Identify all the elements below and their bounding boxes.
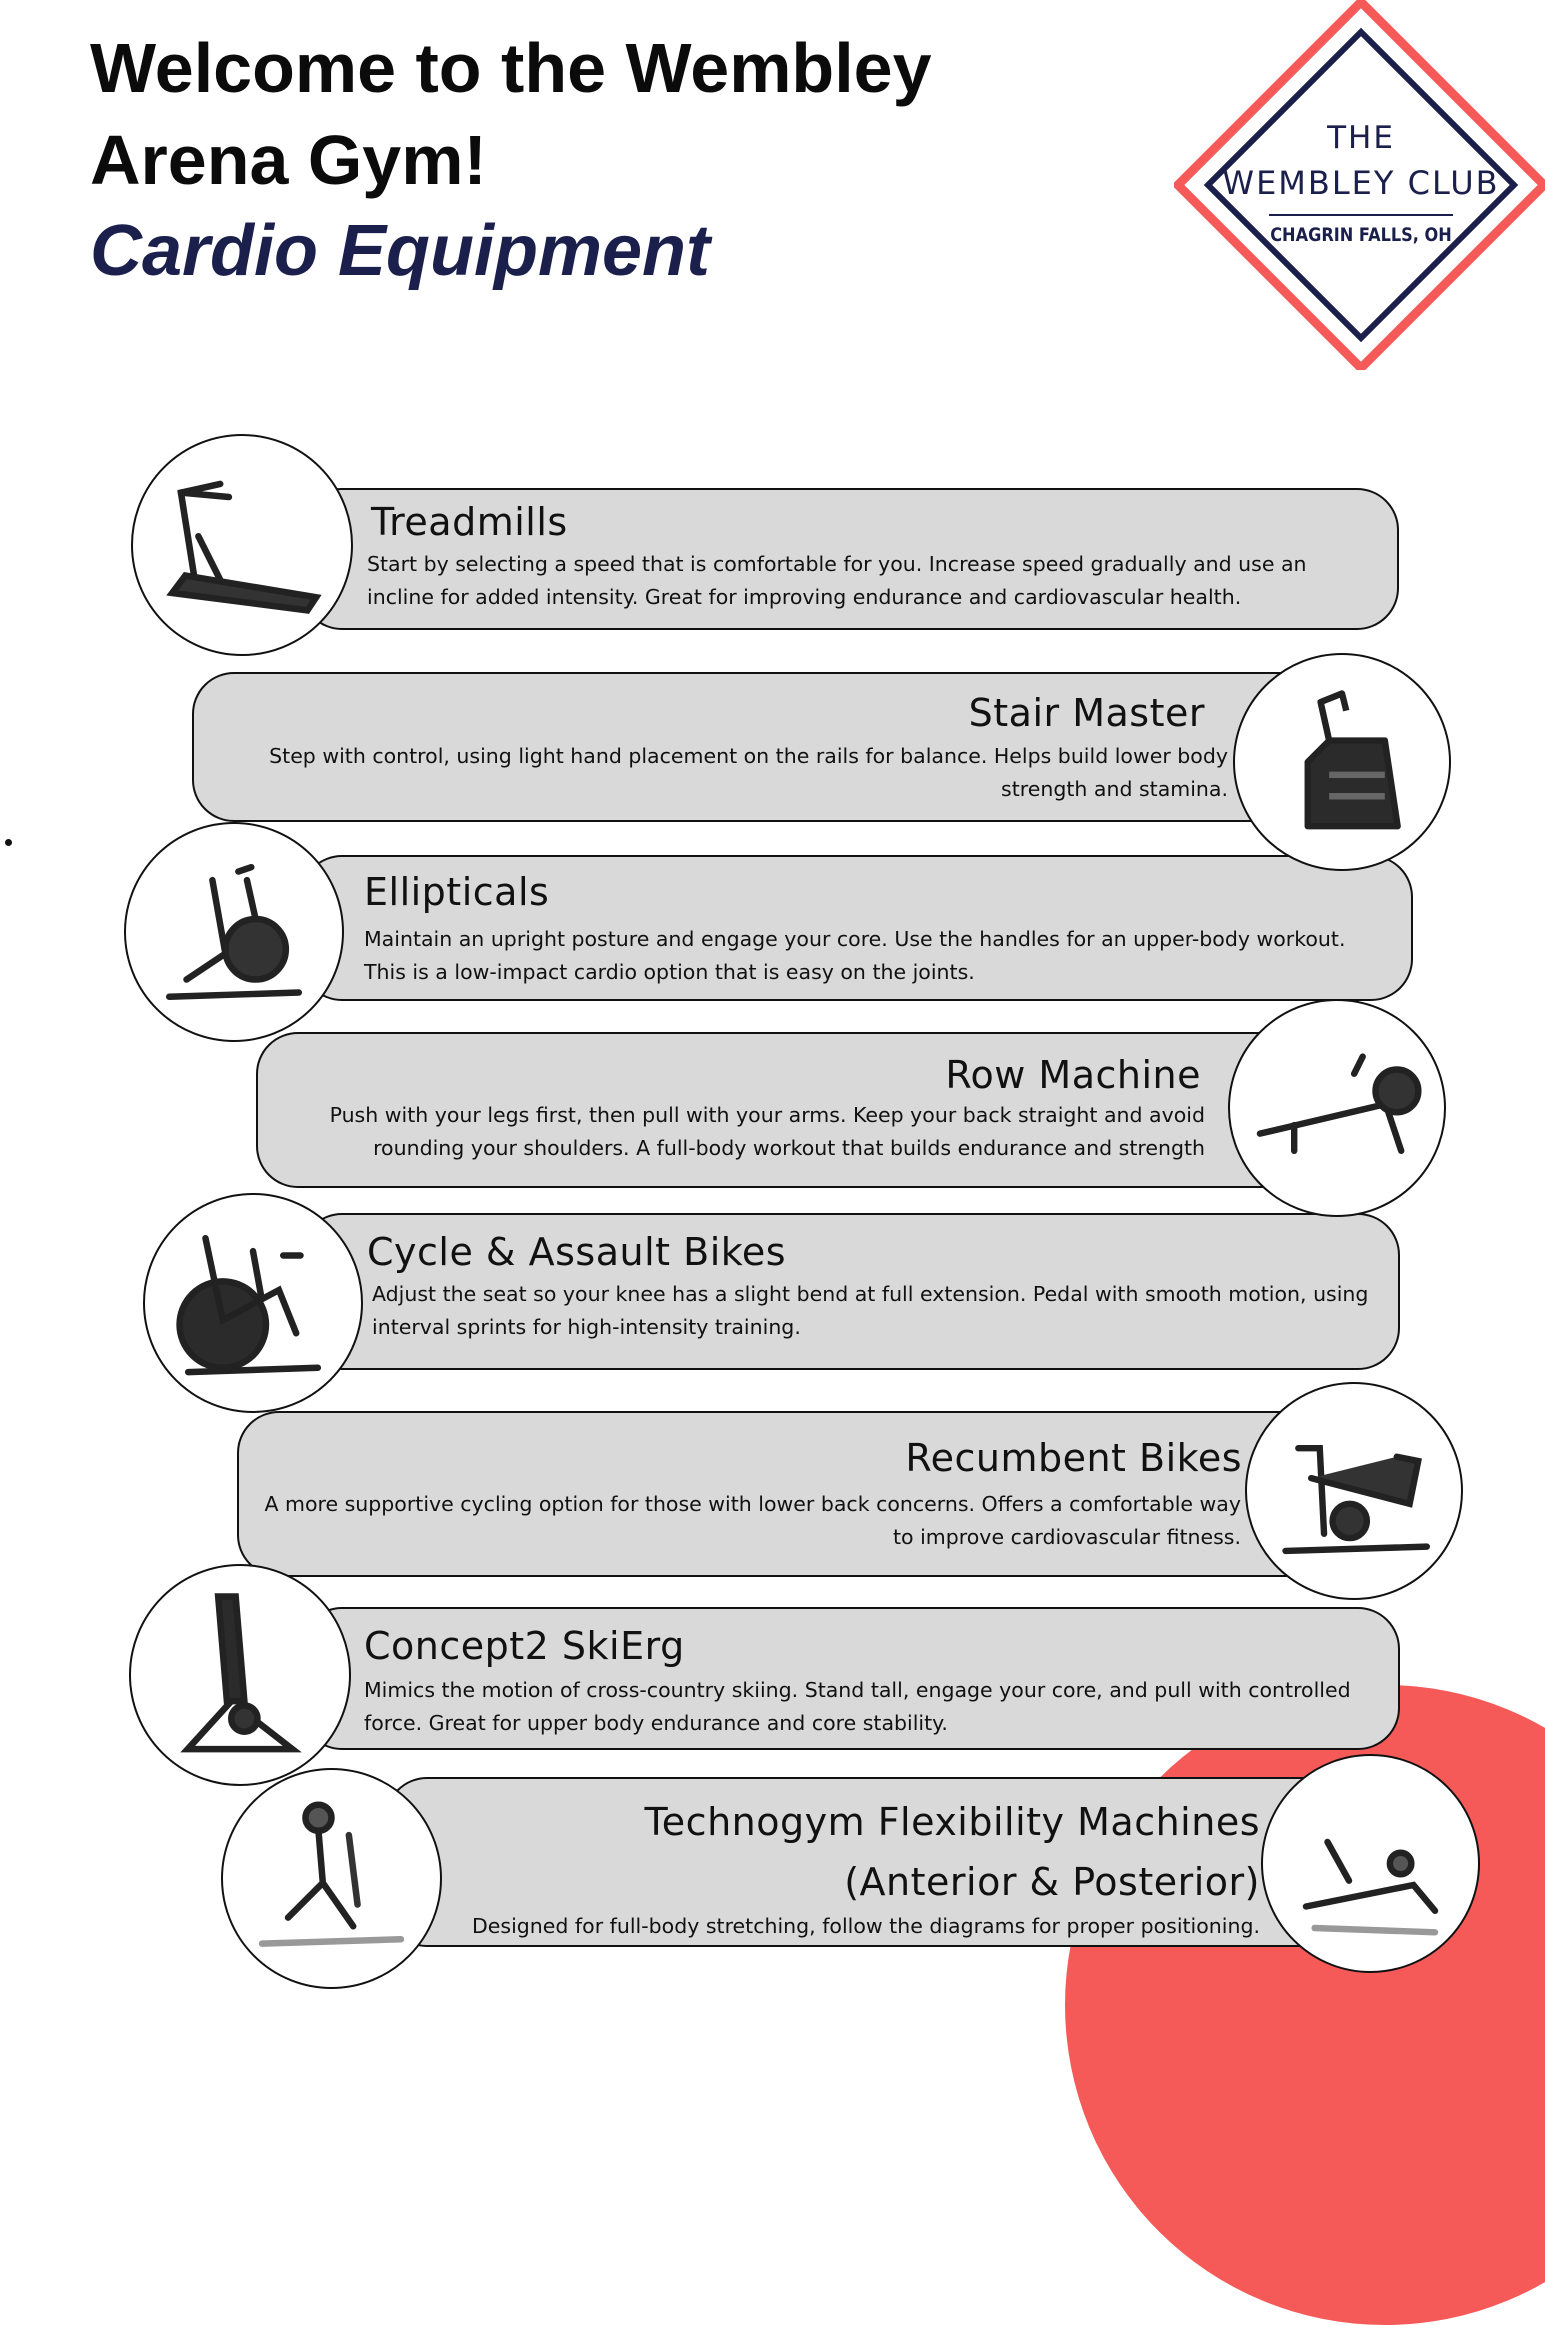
- rowing-machine-icon: [1228, 999, 1446, 1217]
- equipment-name-skierg: Concept2 SkiErg: [364, 1624, 685, 1668]
- equipment-desc-ellipticals: Maintain an upright posture and engage your core. Use the handles for an upper-body workout. This is a low-impact cardio option that is easy on the joints.: [364, 927, 1346, 984]
- logo-text-the: THE: [1327, 120, 1395, 156]
- equipment-desc-cycle-bikes: Adjust the seat so your knee has a slight bend at full extension. Pedal with smooth motion, using interval sprints for high-intensity training.: [372, 1282, 1369, 1339]
- equipment-desc-stair-master: Step with control, using light hand placement on the rails for balance. Helps build lower body strength and stamina.: [269, 744, 1228, 801]
- page-title-line2: Arena Gym!: [90, 121, 487, 199]
- equipment-name-cycle-bikes: Cycle & Assault Bikes: [367, 1230, 787, 1274]
- page-title-line1: Welcome to the Wembley: [90, 29, 932, 107]
- logo-text-city: CHAGRIN FALLS, OH: [1270, 224, 1452, 246]
- page-subtitle: Cardio Equipment: [90, 211, 711, 291]
- logo-text-club: WEMBLEY CLUB: [1222, 164, 1500, 202]
- equipment-name-treadmills: Treadmills: [371, 500, 568, 544]
- stray-dot: [5, 839, 12, 846]
- equipment-desc-row-machine: Push with your legs first, then pull with your arms. Keep your back straight and avoid rounding your shoulders. A full-body workout that builds endurance and strength: [329, 1103, 1205, 1160]
- stair-climber-icon: [1233, 653, 1451, 871]
- equipment-desc-flexibility: Designed for full-body stretching, follow the diagrams for proper positioning.: [472, 1914, 1260, 1938]
- recumbent-bike-icon: [1245, 1382, 1463, 1600]
- skierg-icon: [129, 1564, 351, 1786]
- elliptical-icon: [124, 822, 344, 1042]
- flexibility-machine-icon: [221, 1768, 442, 1989]
- equipment-desc-recumbent-bikes: A more supportive cycling option for those with lower back concerns. Offers a comfortable way to improve cardiovascular fitness.: [264, 1492, 1241, 1549]
- equipment-name-recumbent-bikes: Recumbent Bikes: [905, 1436, 1242, 1480]
- treadmill-icon: [131, 434, 353, 656]
- equipment-name-stair-master: Stair Master: [968, 691, 1205, 735]
- logo-divider: [1269, 214, 1453, 216]
- equipment-name-flexibility: Technogym Flexibility Machines (Anterior & Posterior): [644, 1800, 1260, 1904]
- equipment-desc-treadmills: Start by selecting a speed that is comfortable for you. Increase speed gradually and use an incline for added intensity. Great for improving endurance and cardiovascular health.: [367, 552, 1307, 609]
- air-bike-icon: [143, 1193, 363, 1413]
- flexibility-machine-posterior-icon: [1261, 1754, 1480, 1973]
- equipment-name-row-machine: Row Machine: [945, 1053, 1201, 1097]
- equipment-name-ellipticals: Ellipticals: [364, 870, 550, 914]
- equipment-desc-skierg: Mimics the motion of cross-country skiing. Stand tall, engage your core, and pull with controlled force. Great for upper body endurance and core stability.: [364, 1678, 1351, 1735]
- wembley-club-logo: [1174, 0, 1545, 370]
